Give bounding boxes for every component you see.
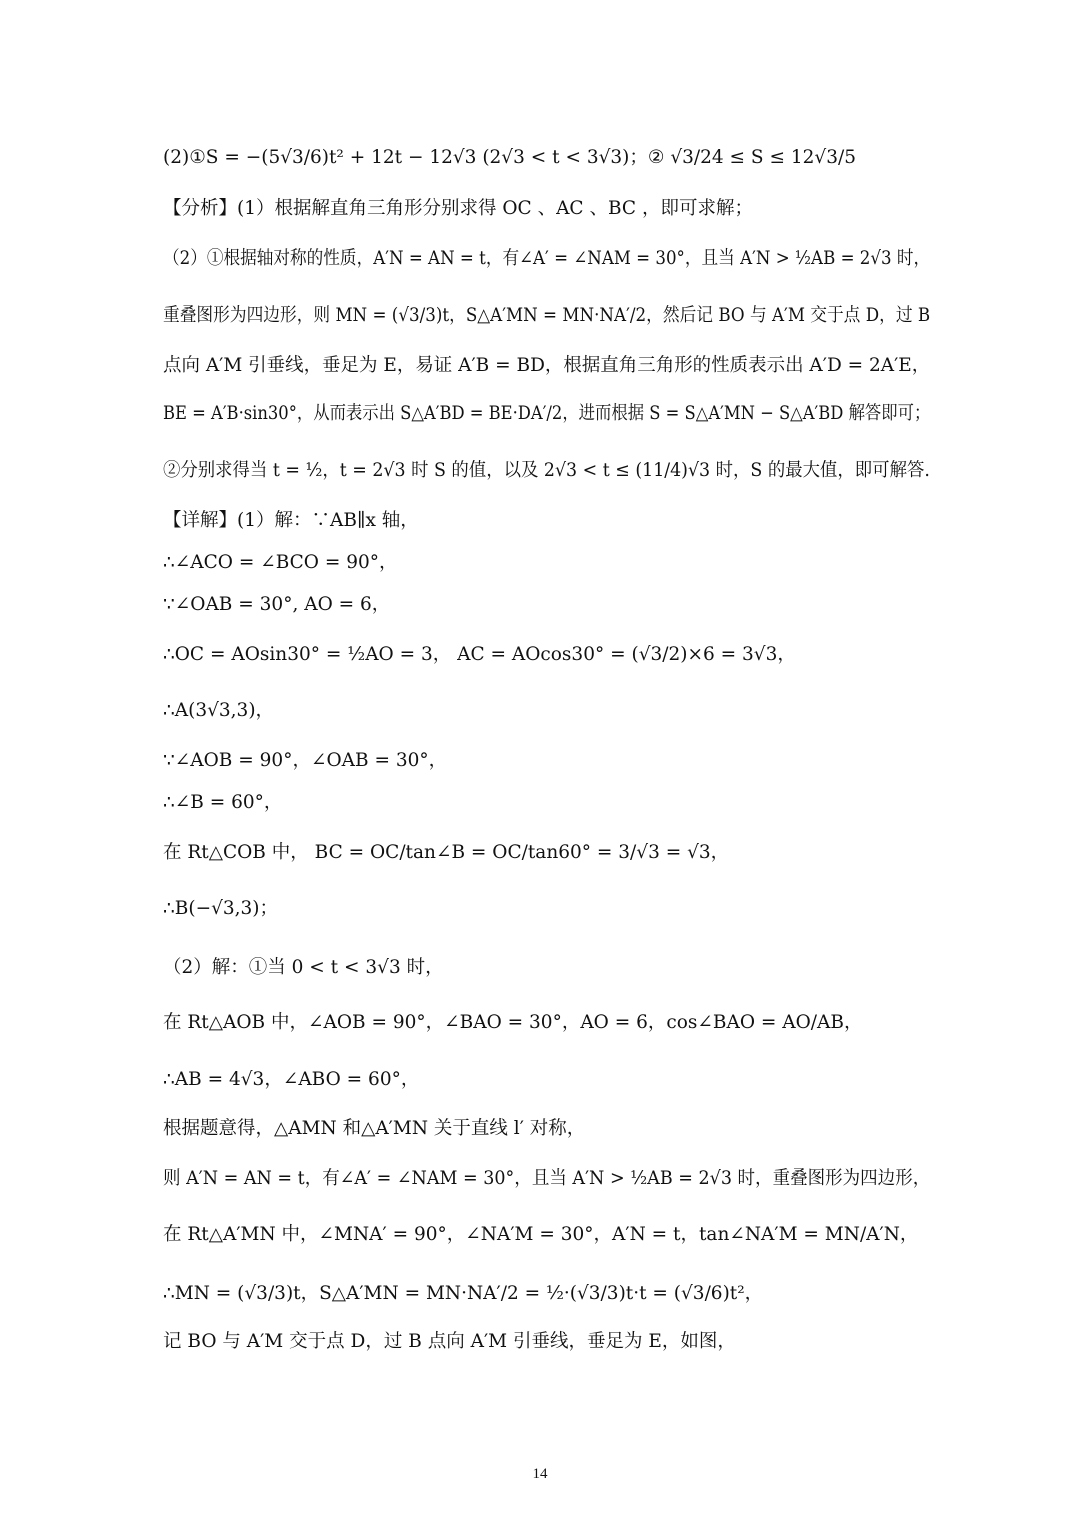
solution-line: ∴B(−√3,3)； xyxy=(163,898,279,919)
analysis-line: 点向 A′M 引垂线，垂足为 E，易证 A′B = BD，根据直角三角形的性质表示出 A′D = 2A′E， xyxy=(163,355,931,376)
solution-line: （2）解：①当 0 < t < 3√3 时， xyxy=(163,957,444,978)
solution-line: 在 Rt△COB 中， BC = OC/tan∠B = OC/tan60° = 3/√3 = √3， xyxy=(163,842,730,863)
solution-line: 在 Rt△A′MN 中，∠MNA′ = 90°，∠NA′M = 30°，A′N = t，tan∠NA′M = MN/A′N， xyxy=(163,1224,919,1245)
solution-line: ∵∠AOB = 90°，∠OAB = 30°， xyxy=(163,750,448,771)
solution-line: ∵∠OAB = 30°, AO = 6， xyxy=(163,594,391,615)
answer-part-2: (2)①S = −(5√3/6)t² + 12t − 12√3 (2√3 < t < 3√3)；② √3/24 ≤ S ≤ 12√3/5 xyxy=(163,147,856,168)
analysis-heading-line: 【分析】(1）根据解直角三角形分别求得 OC 、AC 、BC ，即可求解； xyxy=(163,198,753,219)
solution-heading-line: 【详解】(1）解：∵AB∥x 轴， xyxy=(163,510,419,531)
solution-line: ∴MN = (√3/3)t，S△A′MN = MN·NA′/2 = ½·(√3/3)t·t = (√3/6)t²， xyxy=(163,1283,764,1304)
solution-line: ∴AB = 4√3，∠ABO = 60°， xyxy=(163,1069,420,1090)
analysis-line: 重叠图形为四边形，则 MN = (√3/3)t，S△A′MN = MN·NA′/2，然后记 BO 与 A′M 交于点 D，过 B xyxy=(163,305,931,326)
solution-line: 根据题意得，△AMN 和△A′MN 关于直线 l′ 对称， xyxy=(163,1118,586,1139)
page-number: 14 xyxy=(532,1466,548,1482)
solution-line: ∴OC = AOsin30° = ½AO = 3， AC = AOcos30° = (√3/2)×6 = 3√3， xyxy=(163,644,796,665)
solution-line: 记 BO 与 A′M 交于点 D，过 B 点向 A′M 引垂线，垂足为 E，如图， xyxy=(163,1331,736,1352)
solution-line: 则 A′N = AN = t，有∠A′ = ∠NAM = 30°，且当 A′N > ½AB = 2√3 时，重叠图形为四边形， xyxy=(163,1168,931,1189)
solution-line: ∴∠B = 60°， xyxy=(163,792,283,813)
solution-line: ∴∠ACO = ∠BCO = 90°， xyxy=(163,552,398,573)
analysis-line: （2）①根据轴对称的性质，A′N = AN = t，有∠A′ = ∠NAM = 30°，且当 A′N > ½AB = 2√3 时， xyxy=(163,248,931,269)
solution-line: ∴A(3√3,3)， xyxy=(163,700,275,721)
solution-line: 在 Rt△AOB 中，∠AOB = 90°，∠BAO = 30°，AO = 6，cos∠BAO = AO/AB， xyxy=(163,1012,863,1033)
analysis-line: ②分别求得当 t = ½，t = 2√3 时 S 的值，以及 2√3 < t ≤ (11/4)√3 时，S 的最大值，即可解答. xyxy=(163,460,930,481)
analysis-line: BE = A′B·sin30°，从而表示出 S△A′BD = BE·DA′/2，进而根据 S = S△A′MN − S△A′BD 解答即可； xyxy=(163,403,931,424)
